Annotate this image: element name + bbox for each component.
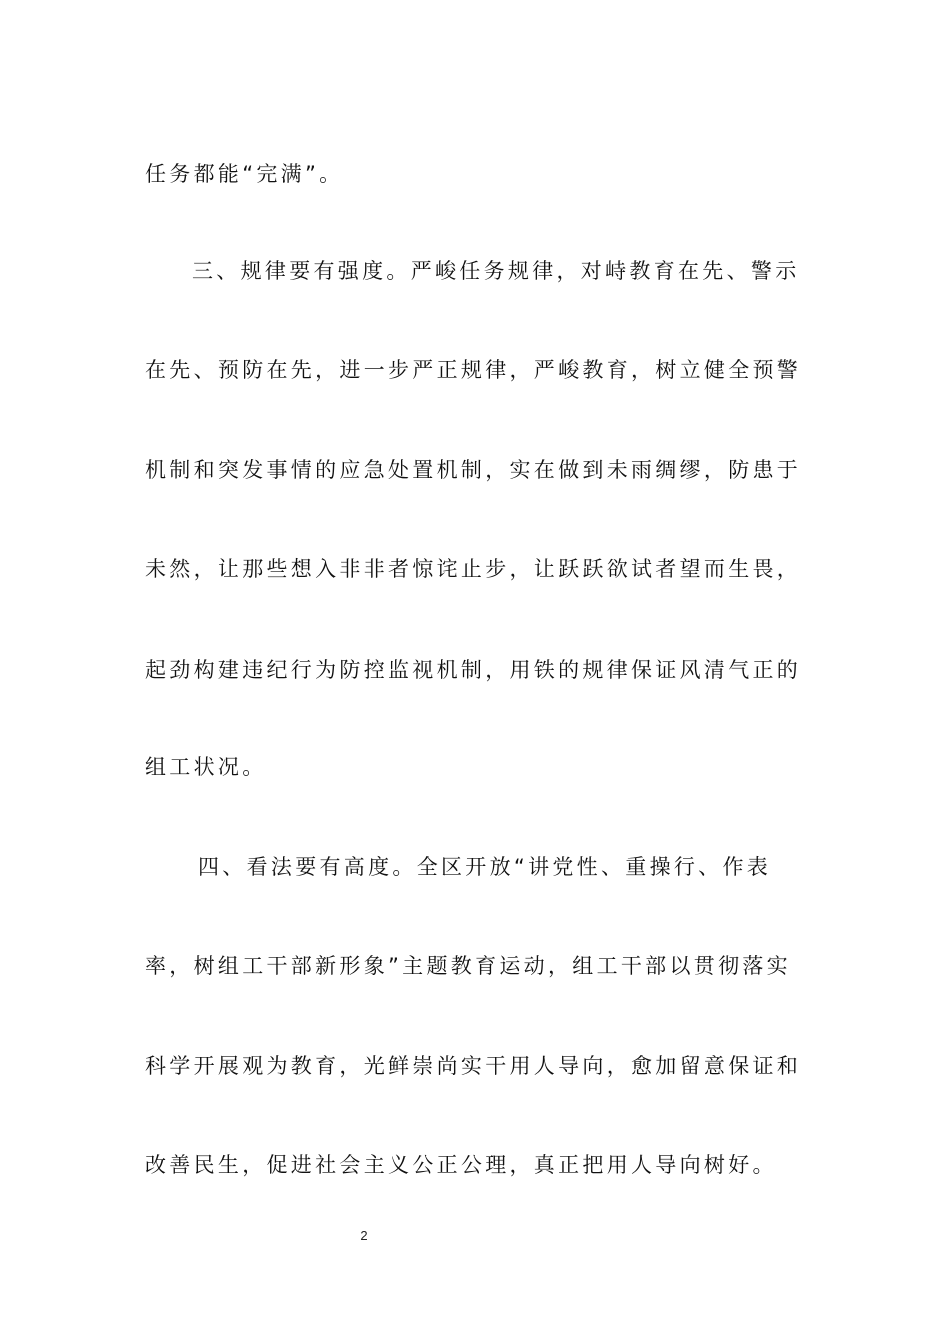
- body-text-line: 未然，让那些想入非非者惊诧止步，让跃跃欲试者望而生畏，: [145, 557, 802, 581]
- body-text-line: 起劲构建违纪行为防控监视机制，用铁的规律保证风清气正的: [145, 658, 802, 682]
- section-three-heading-line: 三、规律要有强度。严峻任务规律，对峙教育在先、警示: [192, 259, 800, 283]
- body-text-line: 科学开展观为教育，光鲜崇尚实干用人导向，愈加留意保证和: [145, 1054, 802, 1078]
- body-text-line: 率，树组工干部新形象”主题教育运动，组工干部以贯彻落实: [145, 954, 791, 978]
- body-text-line: 组工状况。: [145, 755, 267, 779]
- body-text-line: 在先、预防在先，进一步严正规律，严峻教育，树立健全预警: [145, 358, 802, 382]
- body-text-line: 机制和突发事情的应急处置机制，实在做到未雨绸缪，防患于: [145, 458, 802, 482]
- page-number: 2: [360, 1228, 368, 1243]
- section-four-heading-line: 四、看法要有高度。全区开放“讲党性、重操行、作表: [198, 855, 772, 879]
- body-text-line: 任务都能“完满”。: [145, 162, 344, 186]
- body-text-line: 改善民生，促进社会主义公正公理，真正把用人导向树好。: [145, 1153, 777, 1177]
